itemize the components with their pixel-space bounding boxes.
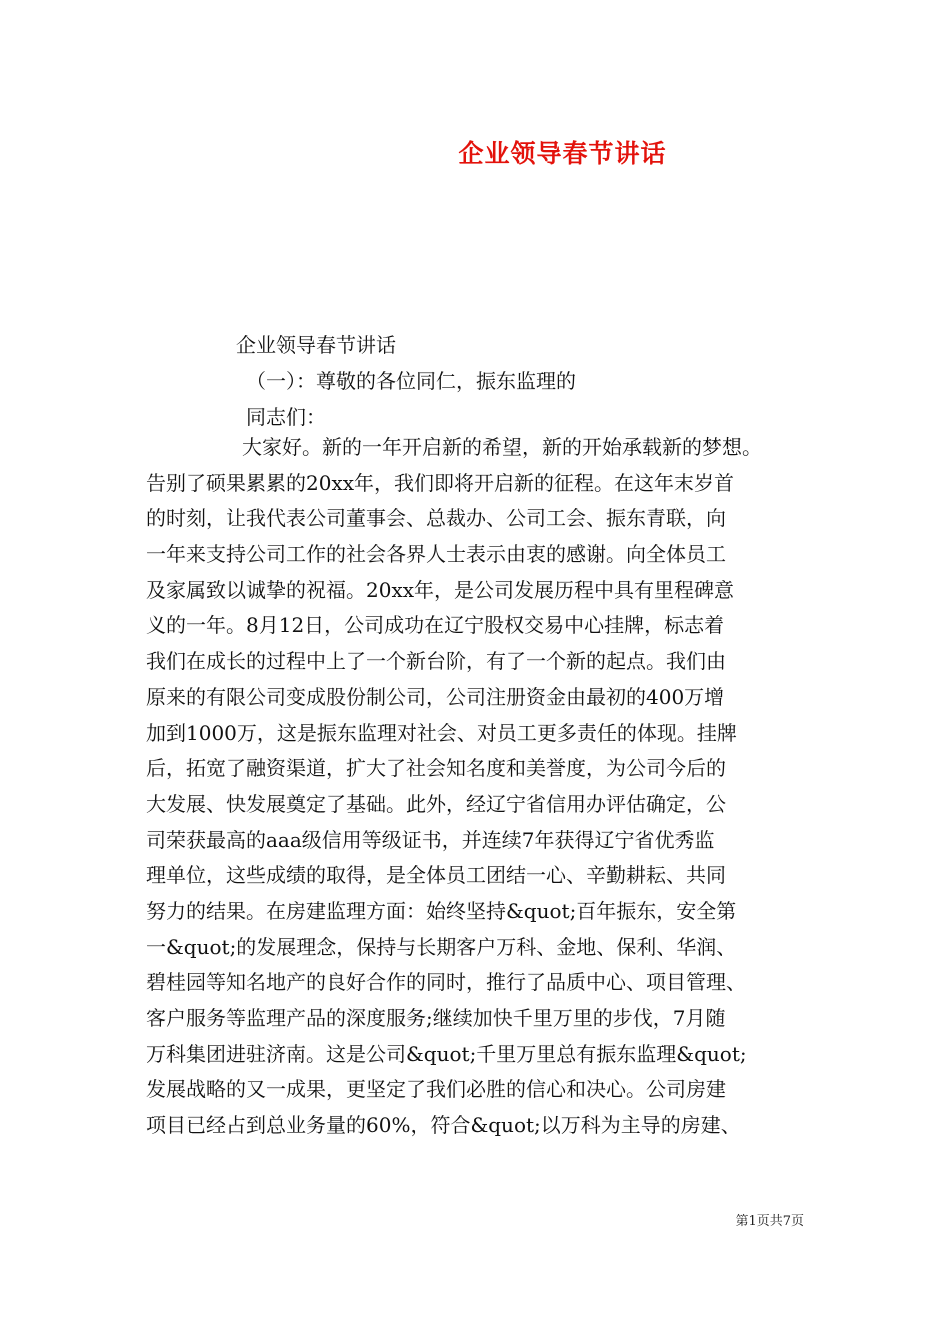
body-line: 加到1000万，这是振东监理对社会、对员工更多责任的体现。挂牌 [146,720,737,745]
document-subtitle: 企业领导春节讲话 [236,333,396,357]
page-number: 第1页共7页 [735,1214,804,1229]
body-line: 项目已经占到总业务量的60%，符合&quot;以万科为主导的房建、 [146,1113,741,1138]
body-line: 碧桂园等知名地产的良好合作的同时，推行了品质中心、项目管理、 [146,970,746,995]
body-line: 一年来支持公司工作的社会各界人士表示由衷的感谢。向全体员工 [146,542,726,567]
body-line: 客户服务等监理产品的深度服务;继续加快千里万里的步伐，7月随 [146,1006,726,1030]
body-line: 司荣获最高的aaa级信用等级证书，并连续7年获得辽宁省优秀监 [146,827,715,852]
body-line: 义的一年。8月12日，公司成功在辽宁股权交易中心挂牌，标志着 [146,613,725,638]
body-line: 后，拓宽了融资渠道，扩大了社会知名度和美誉度，为公司今后的 [146,756,726,781]
document-title: 企业领导春节讲话 [458,139,667,168]
salutation: 同志们： [246,405,326,429]
body-line: 理单位，这些成绩的取得，是全体员工团结一心、辛勤耕耘、共同 [146,863,726,888]
body-line: 我们在成长的过程中上了一个新台阶，有了一个新的起点。我们由 [146,649,726,674]
body-paragraph [146,430,816,1144]
body-line: 大发展、快发展奠定了基础。此外，经辽宁省信用办评估确定，公 [146,791,726,816]
section-heading: （一）：尊敬的各位同仁，振东监理的 [246,369,576,393]
body-line: 万科集团进驻济南。这是公司&quot;千里万里总有振东监理&quot; [146,1041,747,1066]
body-line: 及家属致以诚挚的祝福。20xx年，是公司发展历程中具有里程碑意 [146,577,735,602]
body-line: 告别了硕果累累的20xx年，我们即将开启新的征程。在这年末岁首 [146,470,735,495]
body-line: 原来的有限公司变成股份制公司，公司注册资金由最初的400万增 [146,684,725,709]
body-line: 大家好。新的一年开启新的希望，新的开始承载新的梦想。 [242,435,762,459]
body-line: 的时刻，让我代表公司董事会、总裁办、公司工会、振东青联，向 [146,506,726,531]
body-line: 努力的结果。在房建监理方面：始终坚持&quot;百年振东，安全第 [146,898,737,923]
body-line: 一&quot;的发展理念，保持与长期客户万科、金地、保利、华润、 [146,934,737,959]
body-line: 发展战略的又一成果，更坚定了我们必胜的信心和决心。公司房建 [146,1077,726,1102]
